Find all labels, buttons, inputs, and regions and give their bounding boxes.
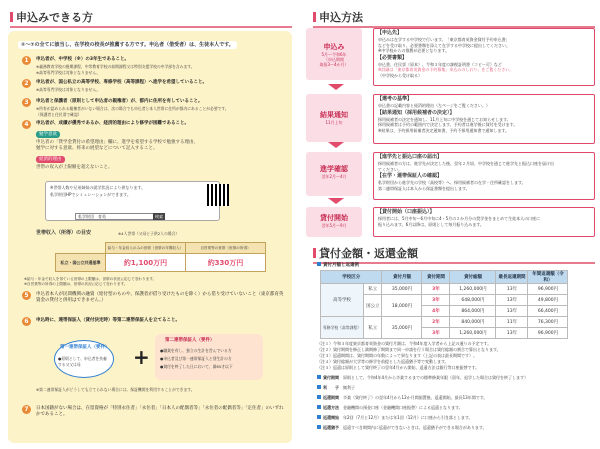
term-row (317, 415, 473, 421)
term-value: 原則として、令和4年4月から卒業するまでの標準修業年限（留年、退学した場合は貸付を終了します） (343, 375, 529, 380)
loan-subtitle (317, 262, 359, 269)
term-row (317, 395, 487, 401)
loan-period: 4年 (422, 306, 450, 317)
step-confirm-text-1: 採用候補者の方は、進学先が決定した後、翌年２月頃、中学校を通じて進学先と振込口座を届け出 (378, 161, 554, 166)
guarantor-1-text: ●原則として、申込者を扶養する父又は母 (58, 356, 107, 367)
term-key: 貸付期間 (323, 375, 339, 380)
search-label: 私学財団 育英 (78, 214, 106, 219)
loan-header-annual: 年間返還額（令和） (528, 271, 568, 284)
loan-total: 1,260,000円 (450, 328, 496, 339)
section-title-eligibility: 申込みできる方 (10, 9, 292, 28)
study-text: 申込者の「貸学金貸付の希望理由」欄に、進学を希望する学校で勉強する理由、 (36, 140, 198, 145)
income-col-a-head: 給与・年金収入のみの世帯（世帯の年間収入） (106, 243, 186, 254)
item-number-6: 6 (22, 317, 31, 326)
loan-subtitle-text: 貸付月額と返還例 (323, 263, 359, 268)
guarantor-2-title: 第二連帯保証人（要件） (165, 338, 215, 343)
loan-years: 13年 (496, 295, 528, 306)
square-bullet-icon (317, 405, 321, 409)
income-table (55, 242, 266, 272)
guarantor-note: ※第二連帯保証人がどうしても立てられない場合には、保証機関を利用することができます。 (36, 387, 195, 392)
loan-note-3: （注３）返還期間は、貸付期間の年数によって異なります（上記の表は最長期間です）。 (317, 353, 477, 358)
loan-header-years: 最長返還期間 (496, 271, 528, 284)
guarantor-2-text-1: ●職業を有し、独立の生計を営んでいる方 (160, 348, 232, 353)
loan-period: 2年 (422, 317, 450, 328)
term-row (317, 375, 528, 381)
arrow-down-icon (328, 198, 344, 204)
eligibility-intro: ①〜⑦の全てに該当し、在学校の校長が推薦する方です。申込者（借受者）は、生徒本人です。 (18, 41, 237, 49)
tag-study-motivation: 勉学意欲 (36, 131, 60, 138)
step-confirm-label: 進学確認 翌年2月〜4月 (306, 152, 362, 196)
income-row-label: 私立・国公立共通基準 (56, 254, 106, 272)
item-3-text: 申込者と保護者（原則として申込者の親権者）が、都内に住所を有していること。 (36, 99, 203, 104)
square-bullet-icon (317, 395, 321, 399)
loan-note-4: （注４）貸付総額が大学等の修学を前提とした返還猶予等で変動します。 (317, 359, 449, 364)
step-confirm-head-2: 【在学・連帯保証人の確認】 (377, 173, 443, 179)
tag-economic-reason: 経済的理由 (36, 156, 65, 163)
step-confirm-text-3: 私学財団から進学先の学校（高校等）へ、採用候補者の在学・住所確認をします。 (378, 180, 526, 185)
loan-period: 3年 (422, 284, 450, 295)
loan-monthly: 35,000円 (382, 317, 422, 339)
loan-total: 840,000円 (450, 317, 496, 328)
income-footnote-1: ※給与・年金で収入を得ている世帯の上限額は、世帯の状況に応じて変わります。 (24, 277, 157, 281)
income-title: 世帯収入（所得）の目安 (36, 230, 92, 236)
loan-period: 3年 (422, 295, 450, 306)
income-col-b-head: 自営業等の世帯（世帯の所得） (186, 243, 266, 254)
study-text-2: 勉学に対する意欲、将来の展望などについて記入すること。 (36, 146, 158, 151)
loan-total: 648,000円 (450, 295, 496, 306)
step-apply-text-5: ※詳細は「東京都育英資金の予約募集」申込みのしおり」をご覧ください。 (378, 67, 514, 72)
loan-type: 私立 (363, 284, 382, 295)
term-value: 無利子 (343, 385, 355, 390)
loan-years: 13年 (496, 328, 528, 339)
step-apply-text-3: ※中学校からの推薦が必要となります。 (378, 48, 450, 53)
step-loan-start-box (373, 207, 595, 237)
loan-annual: 96,900円 (528, 328, 568, 339)
table-row (321, 284, 568, 295)
term-value: 返還すべき期間内に返還ができないときは、返還猶予ができる場合があります。 (343, 425, 487, 430)
term-key: 返還開始 (323, 415, 339, 420)
step-loan-start-label: 貸付開始 翌年5月〜9月 (306, 207, 362, 237)
simulation-text-1: ※世帯人数や兄弟姉妹の就学状況により異なります。 (50, 185, 146, 190)
loan-annual: 76,300円 (528, 317, 568, 328)
item-3-note-2: （保護者と住民票で確認） (36, 112, 82, 117)
step-loan-start-text-1: 採用者には、5月中旬〜6月中旬に4・5月の２か月分の奨学金をまとめて生徒本人の口座に (378, 216, 541, 221)
income-col-a-value: 約1,100万円 (123, 258, 168, 267)
income-col-a-value-cell (106, 254, 186, 272)
step-result-box (373, 94, 595, 144)
term-key: 返還方法 (323, 405, 339, 410)
item-number-3: 3 (22, 98, 31, 107)
loan-years: 11年 (496, 317, 528, 328)
item-number-5: 5 (22, 291, 31, 300)
simulation-text-2: 私学財団HPでシミュレーションができます。 (50, 192, 131, 197)
step-apply-text-4: 申込書、住民票（原本）、令和３年度の課税証明書（コピー可）など (378, 61, 502, 67)
item-1-note: ※義務教育学校の後期課程、中等教育学校の前期課程又は特別支援学校の中学部を含みます。 (36, 64, 195, 69)
loan-type: 私立 (363, 317, 382, 339)
guarantor-1-title: 第一連帯保証人（要件） (60, 345, 110, 350)
loan-header-monthly: 貸付月額 (382, 271, 422, 284)
qr-code-icon[interactable] (207, 184, 229, 206)
loan-cat-vocational: 専修学校（高等課程） (321, 317, 364, 339)
step-apply-text-6: （中学校から受け取る） (378, 72, 422, 78)
step-apply-text-2: などを受け取り、必要書類を添えて在学する中学校に提出してください。 (378, 42, 510, 48)
item-3-note: ※所有が認められる親権者がいない場合は、次の場合でも申込者と本人世帯に住所が都内にあることが必要です。 (36, 106, 229, 111)
income-note: ※4人世帯（父母と子供2人の場合） (118, 231, 180, 236)
term-row (317, 385, 355, 391)
loan-years: 13年 (496, 306, 528, 317)
income-col-b-value: 約330万円 (207, 258, 244, 267)
item-number-1: 1 (22, 56, 31, 65)
loan-total: 864,000円 (450, 306, 496, 317)
section-title-application: 申込方法 (313, 9, 595, 28)
step-apply-box (373, 28, 595, 86)
loan-table (320, 270, 568, 339)
step-apply-head-1: 【申込先】 (377, 30, 403, 36)
term-value: 卒業（貸付終了）の翌年4月から12か月間据置後、返還開始。最長13年間です。 (343, 395, 488, 400)
item-4-text: 申込者が、成績が優秀であるか、経済的理由により修学が困難であること。 (36, 121, 189, 126)
loan-note-2: （注２）貸付期間を修正し満期修了期間まで同一申請を行う場合は貸付総額の割合で算出となります。 (317, 347, 501, 352)
right-page (303, 0, 600, 449)
term-value: 金融機関の預金口座（金融機関口座振替）による返還となります。 (343, 405, 463, 410)
item-number-7: 7 (22, 405, 31, 414)
step-result-head-2: 【結果通知（採用候補者の決定）】 (377, 109, 455, 116)
loan-monthly: 35,000円 (382, 284, 422, 295)
item-6-text: 申込時に、連帯保証人（貸付決定時）等第二連帯保証人を立てること。 (36, 318, 180, 323)
term-key: 返還期間 (323, 395, 339, 400)
step-confirm-text-2: てください。 (378, 166, 402, 172)
table-row (321, 317, 568, 328)
econ-text: 世帯の収入が上限額を超えないこと。 (36, 165, 113, 170)
term-key: 返還猶予 (323, 425, 339, 430)
search-box[interactable] (75, 213, 165, 220)
square-bullet-icon (317, 262, 321, 266)
guarantor-2-text-3: ●貸付を終了した日において、満65才以下 (160, 364, 233, 369)
section-title-loan: 貸付金額・返還金額 (313, 245, 595, 264)
step-apply-label: 申込み 5月〜令和6年 （申込期間 取扱3〜4か月） (306, 28, 362, 80)
plus-icon: + (133, 345, 150, 369)
loan-header-total: 貸付総額 (450, 271, 496, 284)
loan-cat-highschool: 高等学校 (321, 284, 364, 317)
step-confirm-text-4: 第二連帯保証人は本人から保証書類を提出します。 (378, 185, 470, 191)
loan-years: 13年 (496, 284, 528, 295)
term-row (317, 405, 463, 411)
loan-note-1: （注１）令和３年度東京都育英資金の貸付月額は、令和4年度入学者から上記の通りの予定です。 (317, 341, 492, 346)
loan-annual: 66,400円 (528, 306, 568, 317)
loan-total: 1,260,000円 (450, 284, 496, 295)
step-result-label: 結果通知 11月上旬 (306, 94, 362, 142)
step-result-head-1: 【選考の基準】 (377, 96, 413, 102)
item-7-text: 日本国籍がない場合は、在留資格が「特別永住者」「永住者」「日本人の配偶者等」「永住者の配偶者等」「定住者」のいずれかであること。 (36, 406, 284, 417)
arrow-down-icon (328, 142, 344, 148)
income-col-b-value-cell (186, 254, 266, 272)
square-bullet-icon (317, 375, 321, 379)
search-button[interactable]: 検索 (155, 214, 163, 219)
step-result-text-1: 申込書の記載内容と経済的理由（左ページをご覧ください。） (378, 103, 490, 108)
step-loan-start-text-2: 振り込みます。6月以降は、原則として毎月振り込みます。 (378, 221, 484, 227)
loan-note-5: （注５）返還は原則として貸付終了の翌年4月から開始、返還方法は銀行等口座振替です。 (317, 365, 480, 370)
square-bullet-icon (317, 425, 321, 429)
guarantor-2-text-2: ●申込者及び第一連帯保証人と別生計の方 (160, 356, 232, 361)
step-confirm-box (373, 152, 595, 200)
loan-type: 国公立 (363, 295, 382, 317)
square-bullet-icon (317, 415, 321, 419)
step-apply-head-2: 【必要書類】 (377, 54, 408, 61)
step-result-text-2: 採用候補者の決定を通知し、11月上旬に中学校を通じてお知らせします。 (378, 116, 511, 122)
item-number-4: 4 (22, 120, 31, 129)
income-table-corner (56, 243, 106, 254)
loan-monthly: 18,000円 (382, 295, 422, 317)
step-confirm-head-1: 【進学先と振込口座の届出】 (377, 154, 443, 160)
income-footnote-2: ※自営業等の所得の上限額は、世帯の状況に応じて変わります。 (24, 282, 128, 286)
term-row (317, 425, 487, 431)
loan-annual: 96,900円 (528, 284, 568, 295)
step-result-text-4: ※結果は、予約採用候補者決定通知書、予約不採用通知書で通知します。 (378, 127, 510, 133)
arrow-down-icon (328, 84, 344, 90)
item-2-text: 申込者が、国公私立の高等学校、専修学校（高等課程）へ進学を希望していること。 (36, 80, 207, 85)
loan-period: 3年 (422, 328, 450, 339)
item-number-2: 2 (22, 79, 31, 88)
term-key: 利 子 (323, 385, 339, 390)
loan-header-period: 貸付期間 (422, 271, 450, 284)
square-bullet-icon (317, 385, 321, 389)
loan-annual: 49,800円 (528, 295, 568, 306)
item-5-text: 申込者本人が民間機関の融資（給付型のものや、保護者が借り受けたものを除く）から借り受けていないこと（東京都育英資金の貸付と併用はできません。） (36, 292, 284, 303)
item-1-note-2: ※高等専門学校は対象となりません。 (36, 70, 101, 75)
item-2-note: ※高等専門学校は対象となりません。 (36, 87, 101, 92)
item-1-text: 申込者が、中学校（※）の3年生であること。 (36, 57, 130, 62)
step-result-text-3: 採用候補者は予約の範囲内で決定します。予約者は進学後に貸付を受けます。 (378, 122, 518, 127)
loan-header-category: 学校区分 (321, 271, 382, 284)
step-loan-start-head: 【貸付開始（口座振込）】 (377, 209, 435, 215)
step-apply-text-1: 申込みは在学する中学校で行います。「東京都育英資金貸付予約申込書」 (378, 37, 510, 42)
term-value: 年2回（7月と12月）または年1回（12月）に口座から引き落とします。 (343, 415, 473, 420)
